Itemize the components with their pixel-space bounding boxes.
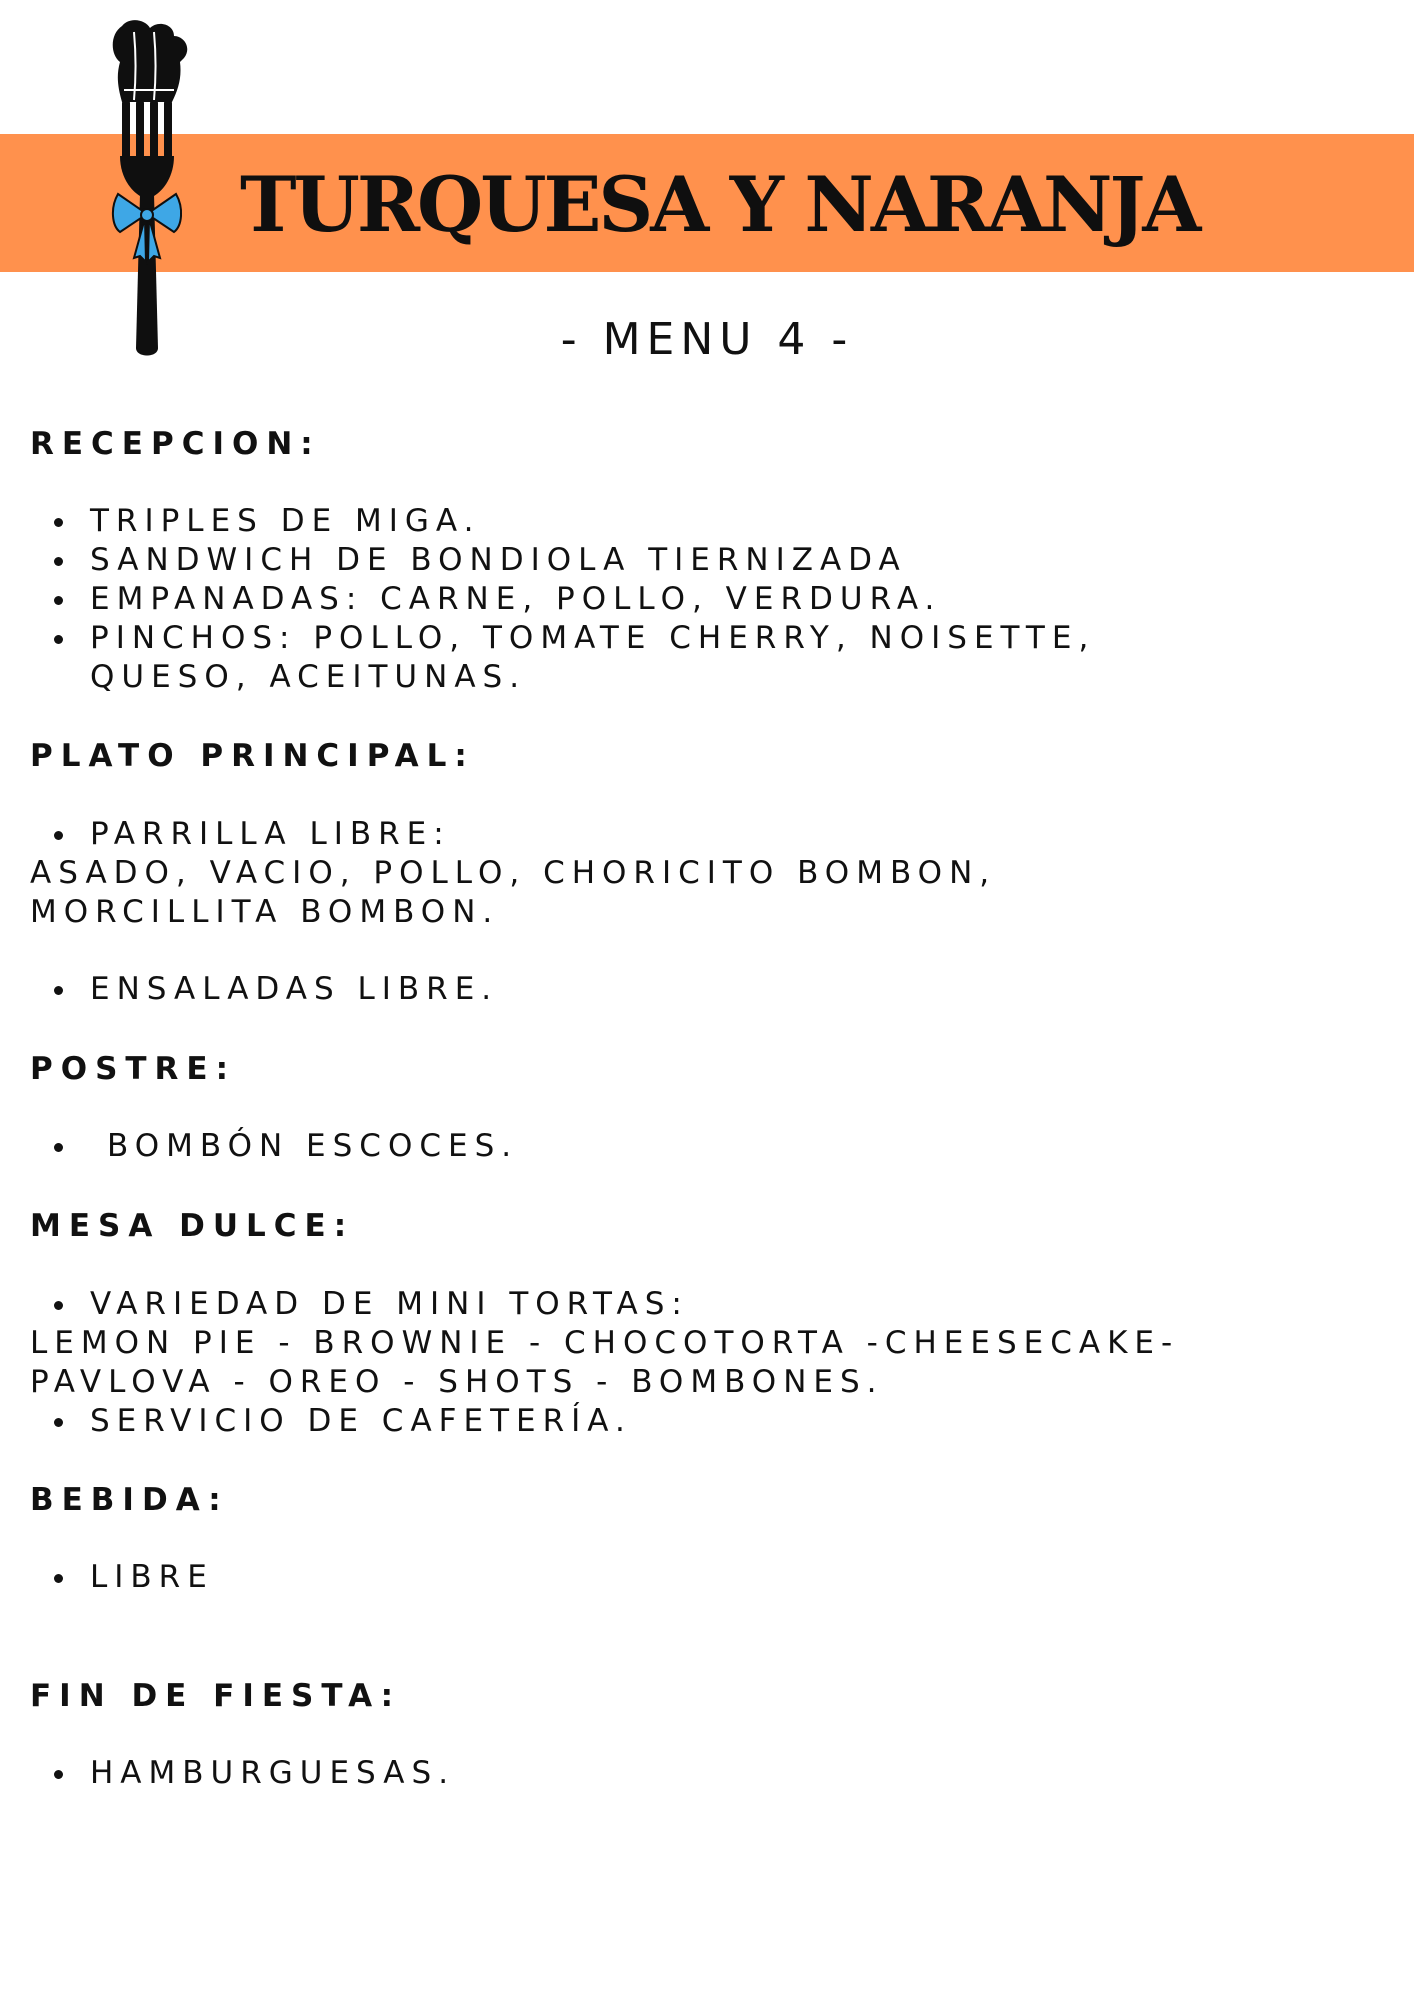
heading-plato-principal: PLATO PRINCIPAL: (30, 738, 475, 774)
list-plato-principal (30, 815, 996, 932)
list-item: TRIPLES DE MIGA. (30, 502, 1095, 541)
heading-mesa-dulce: MESA DULCE: (30, 1208, 355, 1244)
list-bebida (30, 1558, 214, 1597)
item-detail: ASADO, VACIO, POLLO, CHORICITO BOMBON, (30, 855, 997, 891)
menu-title: TURQUESA Y NARANJA (240, 160, 1199, 249)
list-item: VARIEDAD DE MINI TORTAS: (30, 1285, 1179, 1324)
heading-bebida: BEBIDA: (30, 1482, 229, 1518)
list-fin-de-fiesta (30, 1754, 455, 1793)
item-detail: PAVLOVA - OREO - SHOTS - BOMBONES. (30, 1364, 884, 1400)
list-item: SANDWICH DE BONDIOLA TIERNIZADA (30, 541, 1095, 580)
list-plato-principal-2 (30, 970, 498, 1009)
list-postre (30, 1127, 518, 1166)
heading-recepcion: RECEPCION: (30, 426, 321, 462)
list-item: BOMBÓN ESCOCES. (30, 1127, 518, 1166)
list-item: HAMBURGUESAS. (30, 1754, 455, 1793)
item-detail: LEMON PIE - BROWNIE - CHOCOTORTA -CHEESECAKE- (30, 1325, 1180, 1361)
list-item: EMPANADAS: CARNE, POLLO, VERDURA. (30, 580, 1095, 619)
list-item-continuation: QUESO, ACEITUNAS. (90, 659, 527, 695)
item-detail: MORCILLITA BOMBON. (30, 894, 500, 930)
list-mesa-dulce (30, 1285, 1179, 1441)
list-item: LIBRE (30, 1558, 214, 1597)
list-item: PINCHOS: POLLO, TOMATE CHERRY, NOISETTE, (30, 619, 1095, 658)
list-item: PARRILLA LIBRE: (30, 815, 996, 854)
heading-postre: POSTRE: (30, 1051, 236, 1087)
list-recepcion (30, 502, 1095, 697)
heading-fin-de-fiesta: FIN DE FIESTA: (30, 1678, 402, 1714)
list-item: ENSALADAS LIBRE. (30, 970, 498, 1009)
menu-subtitle: - MENU 4 - (560, 314, 854, 365)
list-item: SERVICIO DE CAFETERÍA. (30, 1402, 1179, 1441)
